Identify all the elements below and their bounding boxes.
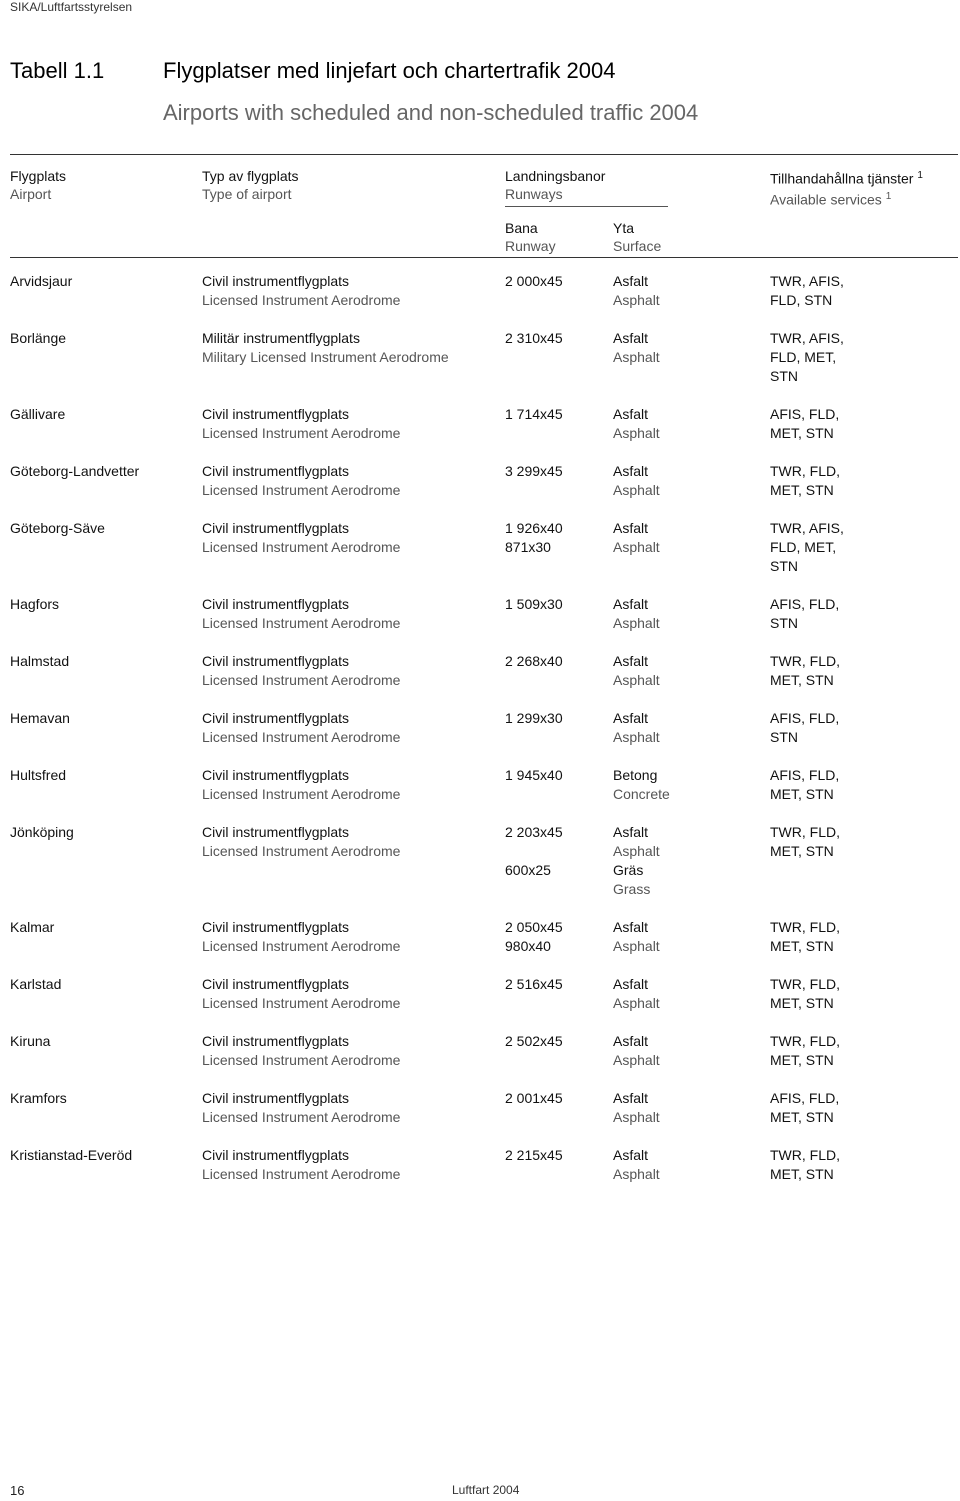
col-header-services-en <box>770 188 923 209</box>
table-subtitle: Airports with scheduled and non-scheduled traffic 2004 <box>163 100 699 125</box>
cell-runway-dimensions: 3 299x45 <box>505 463 563 479</box>
table-row <box>10 462 958 500</box>
col-header-services-sv-text: Tillhandahållna tjänster <box>770 170 914 187</box>
table-row <box>10 918 958 956</box>
cell-surface: Asphalt <box>613 729 660 745</box>
cell-services: MET, STN <box>770 1166 834 1182</box>
cell-runway-dimensions: 2 516x45 <box>505 976 563 992</box>
col-header-surface <box>613 219 661 255</box>
cell-airport: Kalmar <box>10 919 55 935</box>
table-row-line <box>10 557 958 576</box>
footnote-mark: 1 <box>885 190 892 202</box>
cell-airport-type: Licensed Instrument Aerodrome <box>202 729 401 745</box>
cell-airport-type: Military Licensed Instrument Aerodrome <box>202 349 449 365</box>
cell-airport-type: Civil instrumentflygplats <box>202 919 350 935</box>
cell-airport: Arvidsjaur <box>10 273 73 289</box>
cell-airport-type: Militär instrumentflygplats <box>202 330 360 346</box>
cell-surface: Asfalt <box>613 1090 649 1106</box>
col-header-services-en-text: Available services <box>770 191 882 208</box>
cell-airport-type: Licensed Instrument Aerodrome <box>202 938 401 954</box>
table-row-line <box>10 1089 958 1108</box>
table-row <box>10 766 958 804</box>
cell-surface: Asphalt <box>613 843 660 859</box>
cell-airport-type: Civil instrumentflygplats <box>202 710 350 726</box>
cell-services: STN <box>770 558 798 574</box>
cell-airport: Hagfors <box>10 596 60 612</box>
cell-airport-type: Licensed Instrument Aerodrome <box>202 615 401 631</box>
cell-airport-type: Civil instrumentflygplats <box>202 1147 350 1163</box>
table-row-line <box>10 861 958 880</box>
cell-airport: Kiruna <box>10 1033 51 1049</box>
table-row-line <box>10 785 958 804</box>
col-header-runways <box>505 167 605 203</box>
cell-runway-dimensions: 2 050x45 <box>505 919 563 935</box>
table-row-line <box>10 367 958 386</box>
table-row <box>10 652 958 690</box>
col-header-runways-sv: Landningsbanor <box>505 168 606 184</box>
cell-airport-type: Licensed Instrument Aerodrome <box>202 786 401 802</box>
table-row-line <box>10 462 958 481</box>
cell-airport: Gällivare <box>10 406 66 422</box>
cell-services: MET, STN <box>770 1109 834 1125</box>
cell-surface: Asphalt <box>613 995 660 1011</box>
cell-runway-dimensions: 2 502x45 <box>505 1033 563 1049</box>
cell-runway-dimensions: 2 268x40 <box>505 653 563 669</box>
cell-surface: Asphalt <box>613 425 660 441</box>
table-row-line <box>10 405 958 424</box>
col-header-runway <box>505 219 556 255</box>
cell-airport-type: Licensed Instrument Aerodrome <box>202 539 401 555</box>
table-row-line <box>10 519 958 538</box>
table-row <box>10 1032 958 1070</box>
table-row-line <box>10 671 958 690</box>
table-row-line <box>10 1032 958 1051</box>
cell-runway-dimensions: 1 945x40 <box>505 767 563 783</box>
header-note: SIKA/Luftfartsstyrelsen <box>10 0 133 14</box>
table-row <box>10 272 958 310</box>
cell-airport: Kristianstad-Everöd <box>10 1147 133 1163</box>
cell-airport-type: Civil instrumentflygplats <box>202 1033 350 1049</box>
cell-airport-type: Civil instrumentflygplats <box>202 406 350 422</box>
cell-services: MET, STN <box>770 672 834 688</box>
col-header-type-en: Type of airport <box>202 186 292 202</box>
cell-surface: Asphalt <box>613 1109 660 1125</box>
col-header-runway-sv: Bana <box>505 220 538 236</box>
cell-surface: Asfalt <box>613 653 649 669</box>
cell-services: AFIS, FLD, <box>770 710 840 726</box>
cell-airport: Kramfors <box>10 1090 67 1106</box>
cell-surface: Asfalt <box>613 273 649 289</box>
table-row-line <box>10 538 958 557</box>
cell-airport-type: Civil instrumentflygplats <box>202 520 350 536</box>
cell-services: TWR, AFIS, <box>770 273 844 289</box>
cell-airport-type: Licensed Instrument Aerodrome <box>202 482 401 498</box>
table-row-line <box>10 424 958 443</box>
cell-surface: Asphalt <box>613 349 660 365</box>
cell-surface: Asphalt <box>613 1052 660 1068</box>
cell-airport: Göteborg-Säve <box>10 520 105 536</box>
col-header-runway-en: Runway <box>505 238 556 254</box>
cell-surface: Asfalt <box>613 596 649 612</box>
table-row-line <box>10 291 958 310</box>
cell-services: TWR, FLD, <box>770 463 840 479</box>
cell-services: TWR, AFIS, <box>770 330 844 346</box>
cell-airport-type: Licensed Instrument Aerodrome <box>202 1052 401 1068</box>
table-row <box>10 519 958 576</box>
cell-services: TWR, FLD, <box>770 824 840 840</box>
cell-services: TWR, AFIS, <box>770 520 844 536</box>
cell-surface: Asphalt <box>613 482 660 498</box>
cell-runway-dimensions: 2 310x45 <box>505 330 563 346</box>
cell-airport-type: Licensed Instrument Aerodrome <box>202 843 401 859</box>
table-row-line <box>10 481 958 500</box>
table-row-line <box>10 1051 958 1070</box>
cell-services: TWR, FLD, <box>770 919 840 935</box>
cell-surface: Asphalt <box>613 539 660 555</box>
header-rule-top <box>10 154 958 155</box>
cell-airport-type: Civil instrumentflygplats <box>202 824 350 840</box>
cell-airport: Jönköping <box>10 824 74 840</box>
publication-name: Luftfart 2004 <box>452 1483 520 1497</box>
cell-surface: Asfalt <box>613 520 649 536</box>
cell-airport: Karlstad <box>10 976 62 992</box>
cell-surface: Asfalt <box>613 710 649 726</box>
cell-airport: Hultsfred <box>10 767 67 783</box>
table-row-line <box>10 766 958 785</box>
cell-airport-type: Civil instrumentflygplats <box>202 596 350 612</box>
cell-services: MET, STN <box>770 1052 834 1068</box>
cell-surface: Asphalt <box>613 1166 660 1182</box>
table-row-line <box>10 937 958 956</box>
table-row <box>10 975 958 1013</box>
table-title: Flygplatser med linjefart och chartertrafik 2004 <box>163 58 616 83</box>
cell-runway-dimensions: 1 509x30 <box>505 596 563 612</box>
cell-services: STN <box>770 368 798 384</box>
table-row <box>10 1146 958 1184</box>
col-header-services-sv <box>770 167 923 188</box>
table-row-line <box>10 1108 958 1127</box>
cell-services: TWR, FLD, <box>770 1033 840 1049</box>
cell-surface: Asphalt <box>613 615 660 631</box>
table-row-line <box>10 1165 958 1184</box>
table-row-line <box>10 975 958 994</box>
cell-surface: Asfalt <box>613 1033 649 1049</box>
cell-services: MET, STN <box>770 995 834 1011</box>
cell-services: MET, STN <box>770 786 834 802</box>
cell-surface: Asphalt <box>613 938 660 954</box>
cell-airport: Göteborg-Landvetter <box>10 463 140 479</box>
table-row <box>10 329 958 386</box>
cell-runway-dimensions: 1 714x45 <box>505 406 563 422</box>
cell-services: TWR, FLD, <box>770 976 840 992</box>
cell-airport-type: Civil instrumentflygplats <box>202 1090 350 1106</box>
cell-services: MET, STN <box>770 843 834 859</box>
cell-runway-dimensions: 2 215x45 <box>505 1147 563 1163</box>
cell-airport-type: Civil instrumentflygplats <box>202 273 350 289</box>
cell-airport: Halmstad <box>10 653 70 669</box>
page-number: 16 <box>10 1483 25 1498</box>
col-header-airport-en: Airport <box>10 186 52 202</box>
cell-runway-dimensions: 1 926x40 <box>505 520 563 536</box>
cell-services: MET, STN <box>770 482 834 498</box>
cell-surface: Asphalt <box>613 292 660 308</box>
cell-runway-dimensions: 2 203x45 <box>505 824 563 840</box>
cell-surface: Asfalt <box>613 824 649 840</box>
table-row-line <box>10 272 958 291</box>
col-header-airport-sv: Flygplats <box>10 168 67 184</box>
cell-services: AFIS, FLD, <box>770 406 840 422</box>
cell-runway-dimensions: 980x40 <box>505 938 551 954</box>
footnote-mark: 1 <box>917 170 923 181</box>
table-row-line <box>10 880 958 899</box>
cell-services: TWR, FLD, <box>770 1147 840 1163</box>
cell-runway-dimensions: 1 299x30 <box>505 710 563 726</box>
runways-group-rule <box>505 206 668 207</box>
cell-surface: Concrete <box>613 786 670 802</box>
table-row-line <box>10 728 958 747</box>
table-row-line <box>10 614 958 633</box>
cell-airport: Borlänge <box>10 330 67 346</box>
cell-surface: Gräs <box>613 862 644 878</box>
cell-surface: Asfalt <box>613 463 649 479</box>
cell-surface: Asfalt <box>613 976 649 992</box>
col-header-surface-en: Surface <box>613 238 662 254</box>
cell-airport-type: Civil instrumentflygplats <box>202 767 350 783</box>
cell-airport-type: Licensed Instrument Aerodrome <box>202 672 401 688</box>
cell-surface: Asphalt <box>613 672 660 688</box>
cell-services: MET, STN <box>770 938 834 954</box>
cell-airport-type: Licensed Instrument Aerodrome <box>202 995 401 1011</box>
col-header-airport <box>10 167 66 203</box>
cell-services: STN <box>770 729 798 745</box>
cell-runway-dimensions: 871x30 <box>505 539 551 555</box>
table-number: Tabell 1.1 <box>10 58 105 83</box>
cell-airport-type: Licensed Instrument Aerodrome <box>202 1166 401 1182</box>
table-row-line <box>10 652 958 671</box>
table-row <box>10 595 958 633</box>
col-header-runways-en: Runways <box>505 186 563 202</box>
cell-surface: Asfalt <box>613 1147 649 1163</box>
table-row <box>10 823 958 899</box>
table-row-line <box>10 994 958 1013</box>
col-header-type <box>202 167 299 203</box>
cell-services: MET, STN <box>770 425 834 441</box>
header-rule-bottom <box>10 257 958 258</box>
table-row-line <box>10 823 958 842</box>
table-row-line <box>10 1146 958 1165</box>
cell-airport-type: Licensed Instrument Aerodrome <box>202 292 401 308</box>
cell-airport-type: Civil instrumentflygplats <box>202 653 350 669</box>
col-header-surface-sv: Yta <box>613 220 635 236</box>
table-row-line <box>10 348 958 367</box>
col-header-services <box>770 167 923 208</box>
cell-services: STN <box>770 615 798 631</box>
cell-services: AFIS, FLD, <box>770 596 840 612</box>
cell-surface: Asfalt <box>613 919 649 935</box>
table-row-line <box>10 329 958 348</box>
table-row <box>10 405 958 443</box>
table-row-line <box>10 709 958 728</box>
cell-surface: Betong <box>613 767 658 783</box>
table-body <box>10 272 958 1203</box>
cell-services: FLD, STN <box>770 292 833 308</box>
cell-runway-dimensions: 2 001x45 <box>505 1090 563 1106</box>
table-row-line <box>10 918 958 937</box>
cell-airport-type: Licensed Instrument Aerodrome <box>202 1109 401 1125</box>
cell-surface: Asfalt <box>613 330 649 346</box>
table-row <box>10 1089 958 1127</box>
cell-runway-dimensions: 2 000x45 <box>505 273 563 289</box>
cell-runway-dimensions: 600x25 <box>505 862 551 878</box>
cell-services: FLD, MET, <box>770 349 837 365</box>
cell-services: AFIS, FLD, <box>770 767 840 783</box>
table-row-line <box>10 842 958 861</box>
cell-airport: Hemavan <box>10 710 70 726</box>
cell-airport-type: Licensed Instrument Aerodrome <box>202 425 401 441</box>
table-row-line <box>10 595 958 614</box>
cell-surface: Grass <box>613 881 651 897</box>
cell-services: FLD, MET, <box>770 539 837 555</box>
cell-services: AFIS, FLD, <box>770 1090 840 1106</box>
cell-surface: Asfalt <box>613 406 649 422</box>
col-header-type-sv: Typ av flygplats <box>202 168 299 184</box>
table-row <box>10 709 958 747</box>
cell-services: TWR, FLD, <box>770 653 840 669</box>
cell-airport-type: Civil instrumentflygplats <box>202 976 350 992</box>
cell-airport-type: Civil instrumentflygplats <box>202 463 350 479</box>
